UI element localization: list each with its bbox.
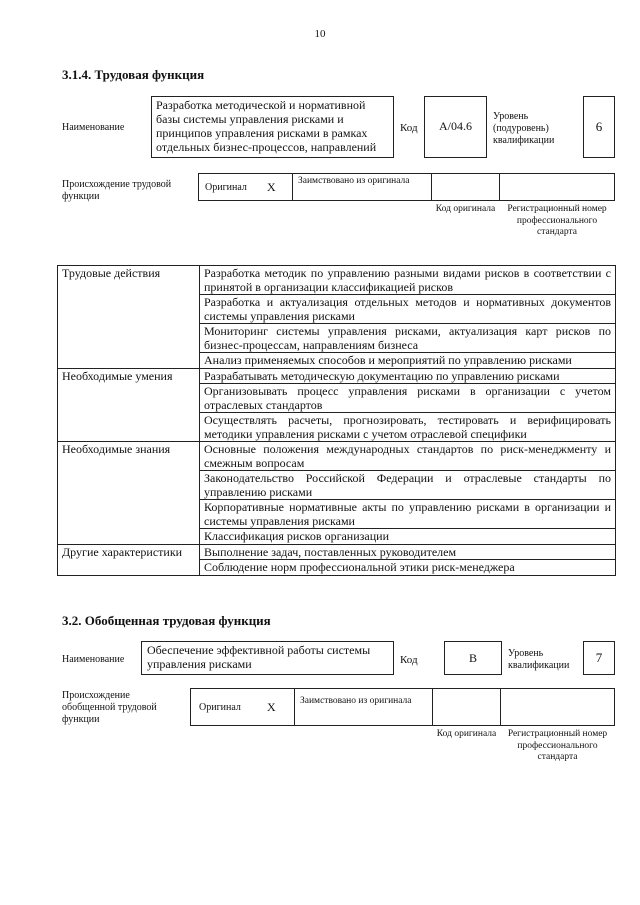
general-function-name-value: Обеспечение эффективной работы системы управления рисками <box>147 643 371 671</box>
level2-label: Уровень квалификации <box>508 648 570 671</box>
origin-label: Происхождение трудовой функции <box>62 179 172 202</box>
original-mark: X <box>267 180 276 194</box>
reg-number-cell <box>499 173 615 201</box>
table-row <box>58 384 616 413</box>
function-name-value: Разработка методической и нормативной базы системы управления рисками и принципов управления рисками в рамках отдельных бизнес-процессов, направлений <box>156 98 377 154</box>
item-cell: Мониторинг системы управления рисками, актуализация карт рисков по бизнес-процессам, направлениям бизнеса <box>200 324 616 353</box>
table-row <box>58 353 616 369</box>
item-cell: Законодательство Российской Федерации и отраслевые стандарты по управлению рисками <box>200 471 616 500</box>
item-cell: Выполнение задач, поставленных руководителем <box>200 544 616 560</box>
category-cell-continued <box>58 295 200 324</box>
category-cell-continued <box>58 471 200 500</box>
category-cell: Необходимые знания <box>58 442 200 471</box>
code2-box <box>444 641 502 675</box>
name-label: Наименование <box>62 122 125 133</box>
section2-heading: 3.2. Обобщенная трудовая функция <box>62 613 271 628</box>
item-cell: Организовывать процесс управления рисками в организации с учетом отраслевых стандартов <box>200 384 616 413</box>
borrowed-label: Заимствовано из оригинала <box>298 176 410 186</box>
table-row <box>58 413 616 442</box>
level-box <box>583 96 615 158</box>
category-cell-continued <box>58 353 200 369</box>
level-label: Уровень (подуровень) квалификации <box>493 111 555 146</box>
origin2-label: Происхождение обобщенной трудовой функции <box>62 690 157 725</box>
orig-code2-caption: Код оригинала <box>436 729 497 739</box>
original2-label: Оригинал <box>199 702 241 713</box>
reg-number-caption: Регистрационный номер профессионального стандарта <box>507 204 607 237</box>
category-cell-continued <box>58 560 200 576</box>
table-row <box>58 544 616 560</box>
code-label: Код <box>400 122 418 134</box>
original2-mark: X <box>267 700 276 714</box>
table-row <box>58 471 616 500</box>
item-cell: Разработка и актуализация отдельных методов и нормативных документов системы управления рисками <box>200 295 616 324</box>
original2-cell <box>190 688 295 726</box>
code-value: А/04.6 <box>439 119 472 133</box>
table-row <box>58 529 616 545</box>
table-row <box>58 266 616 295</box>
function-name-box <box>151 96 394 158</box>
borrowed-cell <box>292 173 432 201</box>
orig-code-cell <box>431 173 500 201</box>
original-label: Оригинал <box>205 182 247 193</box>
category-cell: Необходимые умения <box>58 368 200 384</box>
reg-number2-cell <box>500 688 615 726</box>
category-cell-continued <box>58 324 200 353</box>
original-cell <box>198 173 293 201</box>
item-cell: Основные положения международных стандартов по риск-менеджменту и смежным вопросам <box>200 442 616 471</box>
level2-box <box>583 641 615 675</box>
general-function-name-box <box>141 641 394 675</box>
table-row <box>58 295 616 324</box>
code-box <box>424 96 487 158</box>
orig-code2-cell <box>432 688 501 726</box>
page-number: 10 <box>314 28 326 40</box>
orig-code-caption: Код оригинала <box>435 204 496 214</box>
category-cell: Трудовые действия <box>58 266 200 295</box>
section-heading: 3.1.4. Трудовая функция <box>62 67 205 82</box>
item-cell: Разрабатывать методическую документацию по управлению рисками <box>200 368 616 384</box>
reg-number2-caption: Регистрационный номер профессионального стандарта <box>507 729 608 762</box>
category-cell-continued <box>58 500 200 529</box>
level2-value: 7 <box>595 650 603 665</box>
name2-label: Наименование <box>62 654 125 665</box>
table-row <box>58 500 616 529</box>
category-cell-continued <box>58 413 200 442</box>
category-cell-continued <box>58 384 200 413</box>
level-value: 6 <box>595 119 603 134</box>
table-row <box>58 442 616 471</box>
function-details-table <box>57 265 616 576</box>
table-row <box>58 560 616 576</box>
item-cell: Разработка методик по управлению разными видами рисков в соответствии с принятой в организации классификацией рисков <box>200 266 616 295</box>
table-row <box>58 368 616 384</box>
item-cell: Соблюдение норм профессиональной этики риск-менеджера <box>200 560 616 576</box>
code2-label: Код <box>400 654 418 666</box>
category-cell: Другие характеристики <box>58 544 200 560</box>
item-cell: Анализ применяемых способов и мероприятий по управлению рисками <box>200 353 616 369</box>
item-cell: Осуществлять расчеты, прогнозировать, тестировать и верифицировать методики управления рисками с учетом отраслевой специфики <box>200 413 616 442</box>
item-cell: Классификация рисков организации <box>200 529 616 545</box>
borrowed2-label: Заимствовано из оригинала <box>300 696 412 706</box>
category-cell-continued <box>58 529 200 545</box>
item-cell: Корпоративные нормативные акты по управлению рисками в организации и системы управления рисками <box>200 500 616 529</box>
table-row <box>58 324 616 353</box>
code2-value: B <box>468 651 477 665</box>
borrowed2-cell <box>294 688 433 726</box>
